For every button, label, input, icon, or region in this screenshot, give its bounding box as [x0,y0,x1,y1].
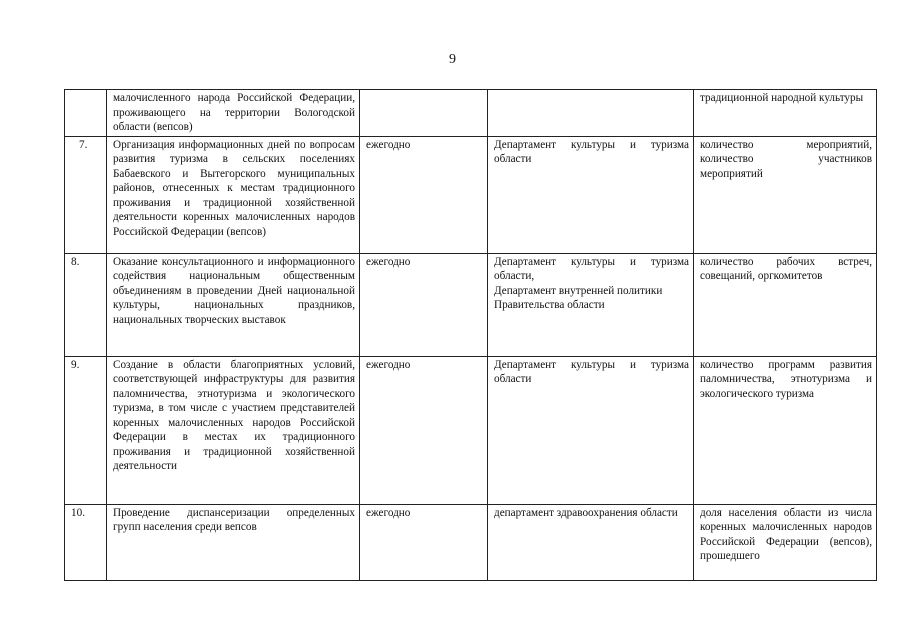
executor-cell [488,253,694,356]
event-cell: Создание в области благоприятных условий, соответствующей инфраструктуры для развития паломничества, этнотуризма и экологического туризма, в том числе с участием представителей коренных малочисленных народов Российской Федерации в местах их традиционного проживания и традиционной хозяйственной деятельности [107,356,360,504]
period-cell: ежегодно [360,504,488,580]
period-cell: ежегодно [360,136,488,253]
table-row [65,90,877,137]
page-number: 9 [449,52,456,67]
executor-cell: Департамент культуры и туризма области [488,356,694,504]
executor-line-1: Департамент культуры и туризма области, [494,255,689,282]
table-row [65,253,877,356]
row-number-cell: 10. [65,504,107,580]
measures-table [64,89,877,581]
row-number-cell [65,90,107,137]
table-row [65,136,877,253]
executor-cell: департамент здравоохранения области [488,504,694,580]
row-number-cell: 8. [65,253,107,356]
executor-cell: Департамент культуры и туризма области [488,136,694,253]
row-number-cell: 7. [65,136,107,253]
period-cell [360,90,488,137]
event-cell: малочисленного народа Российской Федерации, проживающего на территории Вологодской области (вепсов) [107,90,360,137]
event-cell: Организация информационных дней по вопросам развития туризма в сельских поселениях Бабаевского и Вытегорского муниципальных районов, отнесенных к местам традиционного проживания и традиционной хозяйственной деятельности коренных малочисленных народов Российской Федерации (вепсов) [107,136,360,253]
event-cell: Проведение диспансеризации определенных групп населения среди вепсов [107,504,360,580]
indicator-cell: количество мероприятий, количество участников мероприятий [694,136,877,253]
indicator-cell: традиционной народной культуры [694,90,877,137]
row-number-cell: 9. [65,356,107,504]
executor-line-2: Департамент внутренней политики Правительства области [494,284,663,311]
table-row [65,356,877,504]
indicator-cell: количество программ развития паломничества, этнотуризма и экологического туризма [694,356,877,504]
period-cell: ежегодно [360,356,488,504]
indicator-cell: доля населения области из числа коренных малочисленных народов Российской Федерации (вепсов), прошедшего [694,504,877,580]
indicator-cell: количество рабочих встреч, совещаний, оргкомитетов [694,253,877,356]
event-cell: Оказание консультационного и информационного содействия национальным общественным объединениям в проведении Дней национальной культуры, национальных праздников, национальных творческих выставок [107,253,360,356]
period-cell: ежегодно [360,253,488,356]
table-row [65,504,877,580]
executor-cell [488,90,694,137]
